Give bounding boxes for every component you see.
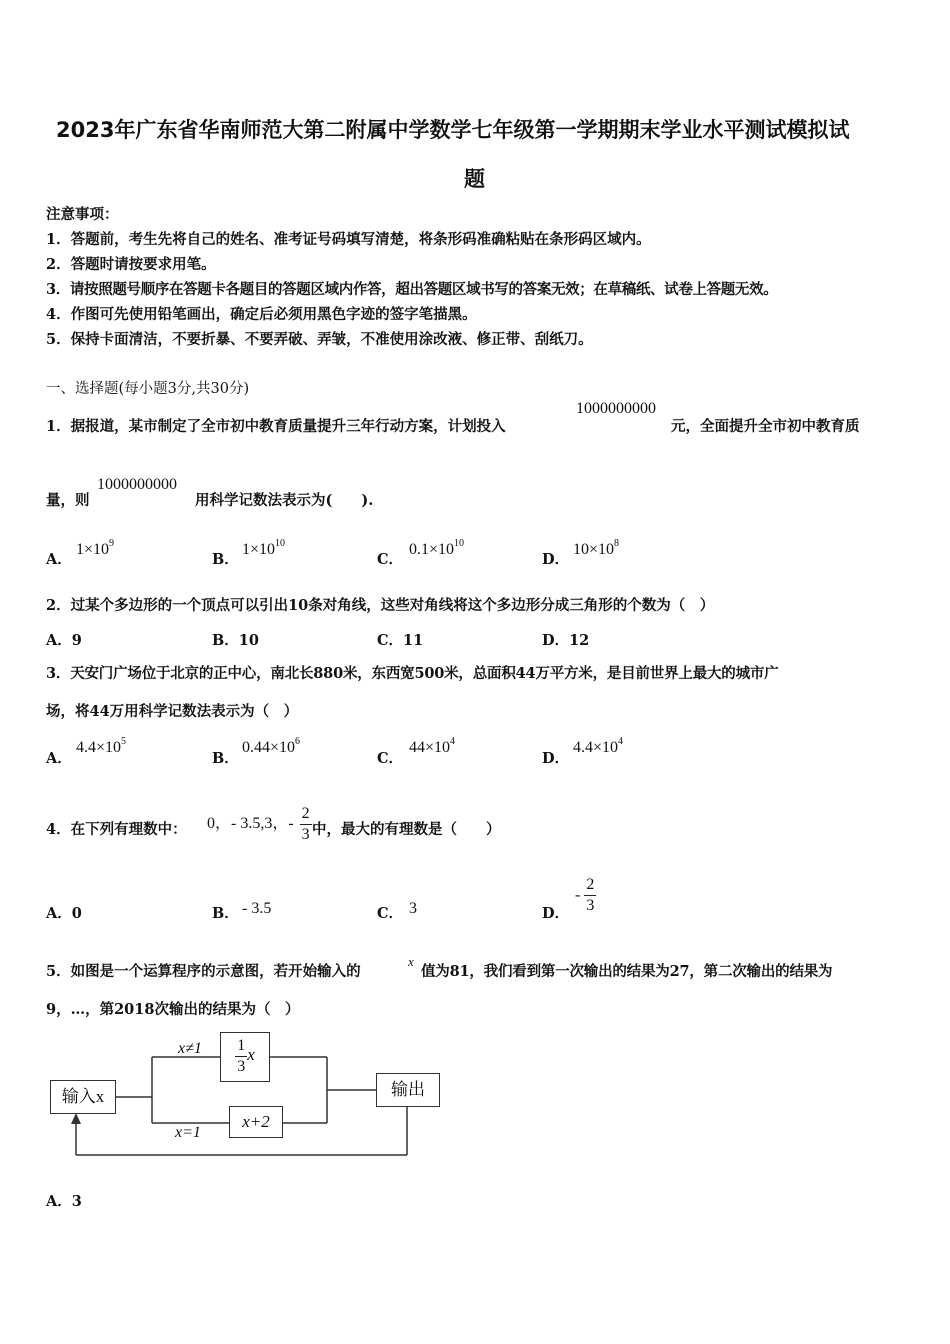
option-d[interactable]: D． bbox=[542, 905, 570, 922]
question-2-text: 2．过某个多边形的一个顶点可以引出10条对角线，这些对角线将这个多边形分成三角形的个数为（ ） bbox=[46, 597, 715, 614]
option-a[interactable]: A．3 bbox=[46, 1193, 82, 1210]
q5-variable-x: x bbox=[408, 954, 414, 969]
notice-item: 1．答题前，考生先将自己的姓名、准考证号码填写清楚，将条形码准确粘贴在条形码区域内。 bbox=[46, 231, 651, 248]
operation-top-box: $\frac{1}{3}$ x bbox=[220, 1032, 270, 1082]
option-c[interactable]: C．11 bbox=[377, 632, 424, 649]
q4-fraction: $\frac{2}{3}$ bbox=[301, 805, 310, 843]
option-a[interactable]: A．9 bbox=[46, 632, 82, 649]
option-b-value: $1\times 10^{10}$ bbox=[242, 538, 286, 558]
operation-bottom-box: x+2 bbox=[229, 1106, 283, 1138]
notice-heading: 注意事项： bbox=[46, 206, 119, 223]
option-c[interactable]: C． bbox=[377, 551, 404, 568]
option-b[interactable]: B． bbox=[212, 750, 239, 767]
option-c[interactable]: C． bbox=[377, 750, 404, 767]
condition-top: x≠1 bbox=[178, 1040, 202, 1057]
feedback-arrow-icon bbox=[71, 1113, 81, 1124]
option-d[interactable]: D．12 bbox=[542, 632, 590, 649]
question-4-text-cont: 中，最大的有理数是（ ） bbox=[312, 821, 501, 838]
output-box: 输出 bbox=[376, 1073, 440, 1107]
question-5-text-line2: 9，…，第2018次输出的结果为（ ） bbox=[46, 1001, 300, 1018]
option-d-value: $4.4\times 10^4$ bbox=[573, 736, 624, 756]
question-1-text: 1．据报道，某市制定了全市初中教育质量提升三年行动方案，计划投入 bbox=[46, 418, 506, 435]
question-1-text-line2-cont: 用科学记数法表示为( ). bbox=[195, 492, 374, 509]
option-a[interactable]: A． bbox=[46, 551, 72, 568]
q1-number: 1000000000 bbox=[576, 400, 656, 417]
option-d-fraction: $\frac{2}{3}$ bbox=[586, 876, 595, 914]
notice-item: 4．作图可先使用铅笔画出，确定后必须用黑色字迹的签字笔描黑。 bbox=[46, 306, 477, 323]
option-d[interactable]: D． bbox=[542, 750, 570, 767]
page-title-cont: 题 bbox=[464, 167, 485, 191]
option-c[interactable]: C． bbox=[377, 905, 404, 922]
notice-item: 5．保持卡面清洁，不要折暴、不要弄破、弄皱，不准使用涂改液、修正带、刮纸刀。 bbox=[46, 331, 593, 348]
option-b[interactable]: B．10 bbox=[212, 632, 259, 649]
question-5-text: 5．如图是一个运算程序的示意图，若开始输入的 bbox=[46, 963, 361, 980]
option-b-value: - 3.5 bbox=[242, 900, 272, 917]
option-b-value: $0.44\times 10^6$ bbox=[242, 736, 301, 756]
input-box: 输入x bbox=[50, 1080, 116, 1114]
option-b[interactable]: B． bbox=[212, 551, 239, 568]
operation-fraction: $\frac{1}{3}$ bbox=[237, 1037, 246, 1075]
question-4-text: 4．在下列有理数中： bbox=[46, 821, 187, 838]
option-a-value: $1\times 10^9$ bbox=[76, 538, 115, 558]
option-d-value: - $\frac{2}{3}$ bbox=[575, 876, 595, 914]
question-3-text: 3．天安门广场位于北京的正中心，南北长880米，东西宽500米，总面积44万平方米，是目前世界上最大的城市广 bbox=[46, 665, 779, 682]
option-a[interactable]: A．0 bbox=[46, 905, 82, 922]
q4-number-list: 0，- 3.5,3，- $\frac{2}{3}$ bbox=[207, 805, 310, 843]
q1-number-repeat: 1000000000 bbox=[97, 476, 177, 493]
notice-item: 2．答题时请按要求用笔。 bbox=[46, 256, 216, 273]
option-c-value: $44\times 10^4$ bbox=[409, 736, 456, 756]
question-3-text-line2: 场，将44万用科学记数法表示为（ ） bbox=[46, 703, 299, 720]
notice-item: 3．请按照题号顺序在答题卡各题目的答题区域内作答，超出答题区域书写的答案无效；在草稿纸、试卷上答题无效。 bbox=[46, 281, 778, 298]
question-1-text-cont: 元，全面提升全市初中教育质 bbox=[671, 418, 860, 435]
page-title: 2023年广东省华南师范大第二附属中学数学七年级第一学期期末学业水平测试模拟试 bbox=[56, 118, 850, 142]
option-a-value: $4.4\times 10^5$ bbox=[76, 736, 127, 756]
option-d-value: $10\times 10^8$ bbox=[573, 538, 620, 558]
question-1-text-line2: 量，则 bbox=[46, 492, 90, 509]
option-c-value: 3 bbox=[409, 900, 417, 917]
question-5-text-cont: 值为81，我们看到第一次输出的结果为27，第二次输出的结果为 bbox=[421, 963, 833, 980]
section-heading: 一、选择题(每小题3分,共30分) bbox=[46, 381, 250, 397]
option-c-value: $0.1\times 10^{10}$ bbox=[409, 538, 465, 558]
option-b[interactable]: B． bbox=[212, 905, 239, 922]
option-a[interactable]: A． bbox=[46, 750, 72, 767]
condition-bottom: x=1 bbox=[175, 1124, 201, 1141]
option-d[interactable]: D． bbox=[542, 551, 570, 568]
